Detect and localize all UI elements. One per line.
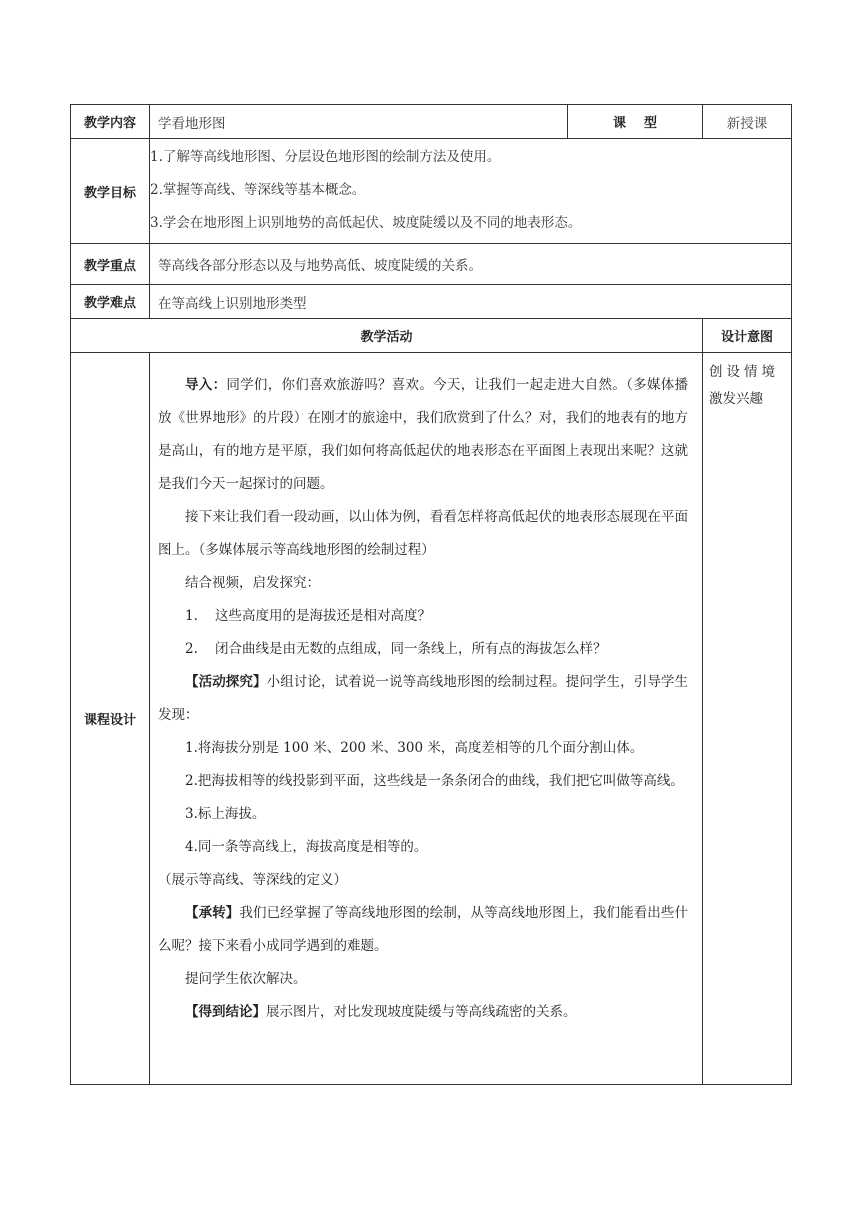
transition-heading: 【承转】 xyxy=(185,905,240,921)
step-item: 2.把海拔相等的线投影到平面，这些线是一条条闭合的曲线，我们把它叫做等高线。 xyxy=(185,773,684,789)
lesson-plan-table xyxy=(70,104,792,1085)
question-item: 2. 闭合曲线是由无数的点组成，同一条线上，所有点的海拔怎么样？ xyxy=(185,641,607,657)
intro-heading: 导入： xyxy=(185,377,227,393)
activity-paragraph xyxy=(158,666,688,732)
step-item: 1.将海拔分别是 100 米、200 米、300 米，高度差相等的几个面分割山体。 xyxy=(185,740,644,756)
transition-paragraph xyxy=(158,897,688,963)
content-row xyxy=(71,105,792,139)
content-label: 教学内容 xyxy=(71,105,150,139)
conclusion-paragraph xyxy=(158,996,688,1029)
type-value: 新授课 xyxy=(703,105,792,139)
intent-header: 设计意图 xyxy=(703,319,792,353)
question-paragraph: 提问学生依次解决。 xyxy=(185,971,307,987)
conclusion-heading: 【得到结论】 xyxy=(185,1004,266,1020)
focus-value: 等高线各部分形态以及与地势高低、坡度陡缓的关系。 xyxy=(150,244,792,285)
activity-heading: 【活动探究】 xyxy=(185,674,267,690)
content-value: 学看地形图 xyxy=(150,105,568,139)
goals-list xyxy=(150,139,792,244)
goal-item: 2.掌握等高线、等深线等基本概念。 xyxy=(150,182,366,198)
goal-item: 1.了解等高线地形图、分层设色地形图的绘制方法及使用。 xyxy=(150,149,501,165)
activity-header-row xyxy=(71,319,792,353)
intro-paragraph xyxy=(158,369,688,501)
definition-note: （展示等高线、等深线的定义） xyxy=(158,872,347,888)
focus-row xyxy=(71,244,792,285)
difficulty-row xyxy=(71,285,792,319)
focus-label: 教学重点 xyxy=(71,244,150,285)
goal-item: 3.学会在地形图上识别地势的高低起伏、坡度陡缓以及不同的地表形态。 xyxy=(150,215,582,231)
inquiry-intro: 结合视频，启发探究： xyxy=(185,575,320,591)
animation-paragraph: 接下来让我们看一段动画，以山体为例，看看怎样将高低起伏的地表形态展现在平面图上。（多媒体展示等高线地形图的绘制过程） xyxy=(158,509,688,558)
course-intent xyxy=(703,353,792,1085)
transition-text: 我们已经掌握了等高线地形图的绘制，从等高线地形图上，我们能看出些什么呢？接下来看小成同学遇到的难题。 xyxy=(158,905,689,954)
type-label: 课 型 xyxy=(568,105,703,139)
difficulty-label: 教学难点 xyxy=(71,285,150,319)
step-item: 3.标上海拔。 xyxy=(185,806,266,822)
intent-line: 创设情境 xyxy=(709,364,779,380)
conclusion-text: 展示图片，对比发现坡度陡缓与等高线疏密的关系。 xyxy=(266,1004,577,1020)
step-item: 4.同一条等高线上，海拔高度是相等的。 xyxy=(185,839,428,855)
intro-text: 同学们，你们喜欢旅游吗？喜欢。今天，让我们一起走进大自然。（多媒体播放《世界地形》的片段）在刚才的旅途中，我们欣赏到了什么？对，我们的地表有的地方是高山，有的地方是平原，我们如何将高低起伏的地表形态在平面图上表现出来呢？这就是我们今天一起探讨的问题。 xyxy=(158,377,689,492)
activity-header: 教学活动 xyxy=(71,319,703,353)
intent-line: 激发兴趣 xyxy=(709,391,763,407)
course-row xyxy=(71,353,792,1085)
activity-text: 小组讨论，试着说一说等高线地形图的绘制过程。提问学生，引导学生发现： xyxy=(158,674,689,723)
goals-row xyxy=(71,139,792,244)
course-label: 课程设计 xyxy=(71,353,150,1085)
question-item: 1. 这些高度用的是海拔还是相对高度？ xyxy=(185,608,432,624)
difficulty-value: 在等高线上识别地形类型 xyxy=(150,285,792,319)
goals-label: 教学目标 xyxy=(71,139,150,244)
course-content xyxy=(150,353,703,1085)
